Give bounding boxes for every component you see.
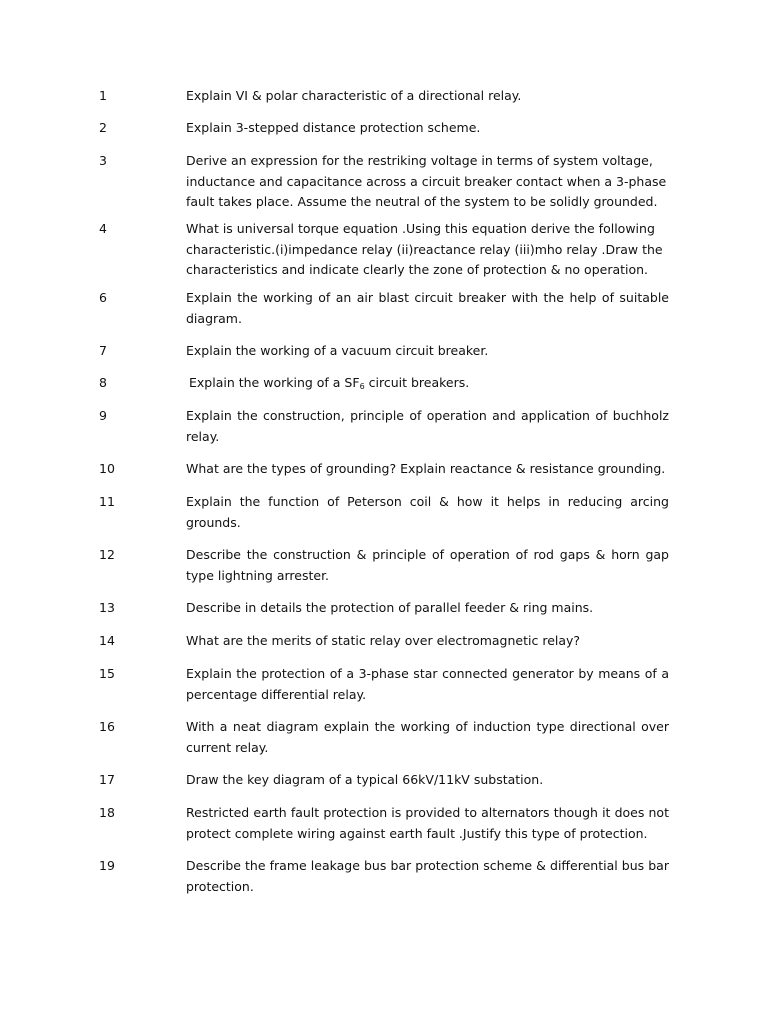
question-number: 12 (99, 547, 115, 562)
question-text (189, 373, 672, 394)
question-number: 15 (99, 666, 115, 681)
question-text: Describe the frame leakage bus bar protection scheme & differential bus bar protection. (186, 858, 669, 894)
question-number: 16 (99, 719, 115, 734)
question-number: 10 (99, 461, 115, 476)
question-number: 8 (99, 375, 107, 390)
question-text: What are the types of grounding? Explain reactance & resistance grounding. (186, 461, 666, 476)
question-text: Explain the working of an air blast circuit breaker with the help of suitable diagram. (186, 290, 669, 326)
question-number: 14 (99, 633, 115, 648)
question-number: 9 (99, 408, 107, 423)
question-text: Draw the key diagram of a typical 66kV/11kV substation. (186, 772, 544, 787)
question-number: 17 (99, 772, 115, 787)
question-text: Explain 3-stepped distance protection scheme. (186, 120, 481, 135)
question-text: What are the merits of static relay over electromagnetic relay? (186, 633, 581, 648)
question-number: 1 (99, 88, 107, 103)
question-text: Explain VI & polar characteristic of a directional relay. (186, 88, 522, 103)
question-number: 19 (99, 858, 115, 873)
question-text: Explain the function of Peterson coil & how it helps in reducing arcing grounds. (186, 494, 669, 530)
question-text: What is universal torque equation .Using this equation derive the following characteristic.(i)impedance relay (ii)reactance relay (iii)mho relay .Draw the characteristics and indicate clearly the zone of protection & no operation. (186, 221, 663, 277)
question-text: Describe in details the protection of parallel feeder & ring mains. (186, 600, 594, 615)
question-number: 18 (99, 805, 115, 820)
question-number: 7 (99, 343, 107, 358)
subscript-six: 6 (359, 382, 365, 391)
question-number: 3 (99, 153, 107, 168)
question-text-part: Explain the working of a SF (189, 375, 360, 390)
question-number: 11 (99, 494, 115, 509)
question-number: 6 (99, 290, 107, 305)
question-number: 4 (99, 221, 107, 236)
question-text: Explain the protection of a 3-phase star connected generator by means of a percentage differential relay. (186, 666, 669, 702)
question-text: Describe the construction & principle of operation of rod gaps & horn gap type lightning arrester. (186, 547, 669, 583)
question-text: Restricted earth fault protection is provided to alternators though it does not protect complete wiring against earth fault .Justify this type of protection. (186, 805, 669, 841)
question-number: 13 (99, 600, 115, 615)
question-text: Explain the working of a vacuum circuit breaker. (186, 343, 489, 358)
question-text-part: circuit breakers. (364, 375, 470, 390)
question-number: 2 (99, 120, 107, 135)
question-text: Derive an expression for the restriking voltage in terms of system voltage, inductance and capacitance across a circuit breaker contact when a 3-phase fault takes place. Assume the neutral of the system to be solidly grounded. (186, 153, 667, 209)
question-text: With a neat diagram explain the working of induction type directional over current relay. (186, 719, 669, 755)
question-text: Explain the construction, principle of operation and application of buchholz relay. (186, 408, 669, 444)
